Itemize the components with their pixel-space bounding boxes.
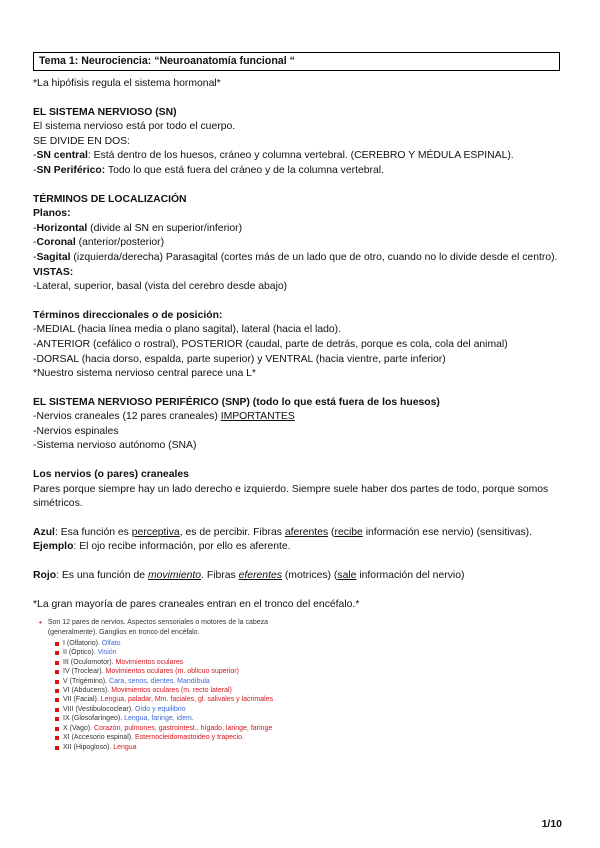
square-bullet-icon [55,708,59,712]
term: SN central [36,150,88,162]
list-item: V (Trigémino). Cara, senos, dientes. Mandíbula [55,677,573,686]
paragraph: *La gran mayoría de pares craneales entran en el tronco del encéfalo.* [33,598,360,610]
section-heading-craneales: Los nervios (o pares) craneales [33,469,189,481]
page-title: Tema 1: Neurociencia: “Neuroanatomía funcional “ [33,52,560,71]
list-item: III (Oculomotor). Movimientos oculares [55,658,573,667]
section-heading-sn: EL SISTEMA NERVIOSO (SN) [33,106,177,118]
square-bullet-icon [55,670,59,674]
square-bullet-icon [55,680,59,684]
list-item: VIII (Vestibulococlear). Oído y equilibrio [55,705,573,714]
sn-central-line: -SN central: Está dentro de los huesos, cráneo y columna vertebral. (CEREBRO Y MÉDULA ESPINAL). [33,150,514,162]
list-item: IV (Troclear). Movimientos oculares (m. oblicuo superior) [55,667,573,676]
list-item: IX (Glosofaríngeo). Lengua, faringe, idem. [55,714,573,723]
square-bullet-icon [55,717,59,721]
page-number: 1/10 [541,818,562,830]
document-page [33,52,573,752]
square-bullet-icon [55,746,59,750]
list-lead: • Son 12 pares de nervios. Aspectos sensoriales o motores de la cabeza (generalmente). Ganglios en tronco del encéfalo. [39,618,269,636]
square-bullet-icon [55,698,59,702]
square-bullet-icon [55,661,59,665]
plano-horizontal: -Horizontal (divide al SN en superior/inferior) [33,222,243,234]
list-item: XI (Accesorio espinal). Esternocleidomastoideo y trapecio. [55,733,573,742]
paragraph: -ANTERIOR (cefálico o rostral), POSTERIOR (caudal, parte de detrás, porque es cola, cola del animal) [33,338,508,350]
paragraph: *Nuestro sistema nervioso central parece una L* [33,368,256,380]
list-item: I (Olfatorio). Olfato [55,639,573,648]
list-item: VII (Facial). Lengua, paladar, Mm. faciales, gl. salivales y lacrimales [55,695,573,704]
section-heading-localizacion: TÉRMINOS DE LOCALIZACIÓN [33,193,187,205]
intro-quote: *La hipófisis regula el sistema hormonal* [33,78,221,89]
paragraph: El sistema nervioso está por todo el cuerpo. [33,121,236,133]
paragraph: -DORSAL (hacia dorso, espalda, parte superior) y VENTRAL (hacia vientre, parte inferior) [33,353,446,365]
section-heading-direccionales: Términos direccionales o de posición: [33,309,223,321]
sn-periferico-line: -SN Periférico: Todo lo que está fuera del cráneo y de la columna vertebral. [33,164,384,176]
cranial-nerves-image [39,618,573,752]
list-item: X (Vago). Corazón, pulmones, gastrointest., hígado, laringe, faringe [55,724,573,733]
section-heading-snp: EL SISTEMA NERVIOSO PERIFÉRICO (SNP) (todo lo que está fuera de los huesos) [33,396,440,408]
square-bullet-icon [55,642,59,646]
paragraph: SE DIVIDE EN DOS: [33,135,131,147]
list-item: II (Óptico). Visión [55,648,573,657]
snp-item: -Nervios craneales (12 pares craneales) IMPORTANTES [33,411,295,423]
bullet-icon: • [39,618,42,628]
snp-item: -Nervios espinales [33,425,119,437]
square-bullet-icon [55,727,59,731]
subheading-vistas: VISTAS: [33,266,74,278]
rojo-definition: Rojo: Es una función de movimiento. Fibras eferentes (motrices) (sale información del nervio) [33,570,465,582]
list-item: VI (Abducens). Movimientos oculares (m. recto lateral) [55,686,573,695]
square-bullet-icon [55,736,59,740]
paragraph: -Lateral, superior, basal (vista del cerebro desde abajo) [33,281,288,293]
paragraph: Pares porque siempre hay un lado derecho e izquierdo. Siempre suele haber dos partes de todo, porque somos simétricos. [33,483,549,510]
plano-coronal: -Coronal (anterior/posterior) [33,237,165,249]
list-item: XII (Hipogloso). Lengua [55,743,573,752]
nerve-list [39,639,573,752]
paragraph: -MEDIAL (hacia línea media o plano sagital), lateral (hacia el lado). [33,324,342,336]
term: SN Periférico: [36,164,106,176]
subheading-planos: Planos: [33,208,71,220]
square-bullet-icon [55,651,59,655]
plano-sagital: -Sagital (izquierda/derecha) Parasagital (cortes más de un lado que de otro, cuando no lo divide desde el centro). [33,251,558,263]
ejemplo-line: Ejemplo: El ojo recibe información, por ello es aferente. [33,541,291,553]
snp-item: -Sistema nervioso autónomo (SNA) [33,440,197,452]
square-bullet-icon [55,689,59,693]
azul-definition: Azul: Esa función es perceptiva, es de percibir. Fibras aferentes (recibe información ese nervio) (sensitivas). [33,526,533,538]
